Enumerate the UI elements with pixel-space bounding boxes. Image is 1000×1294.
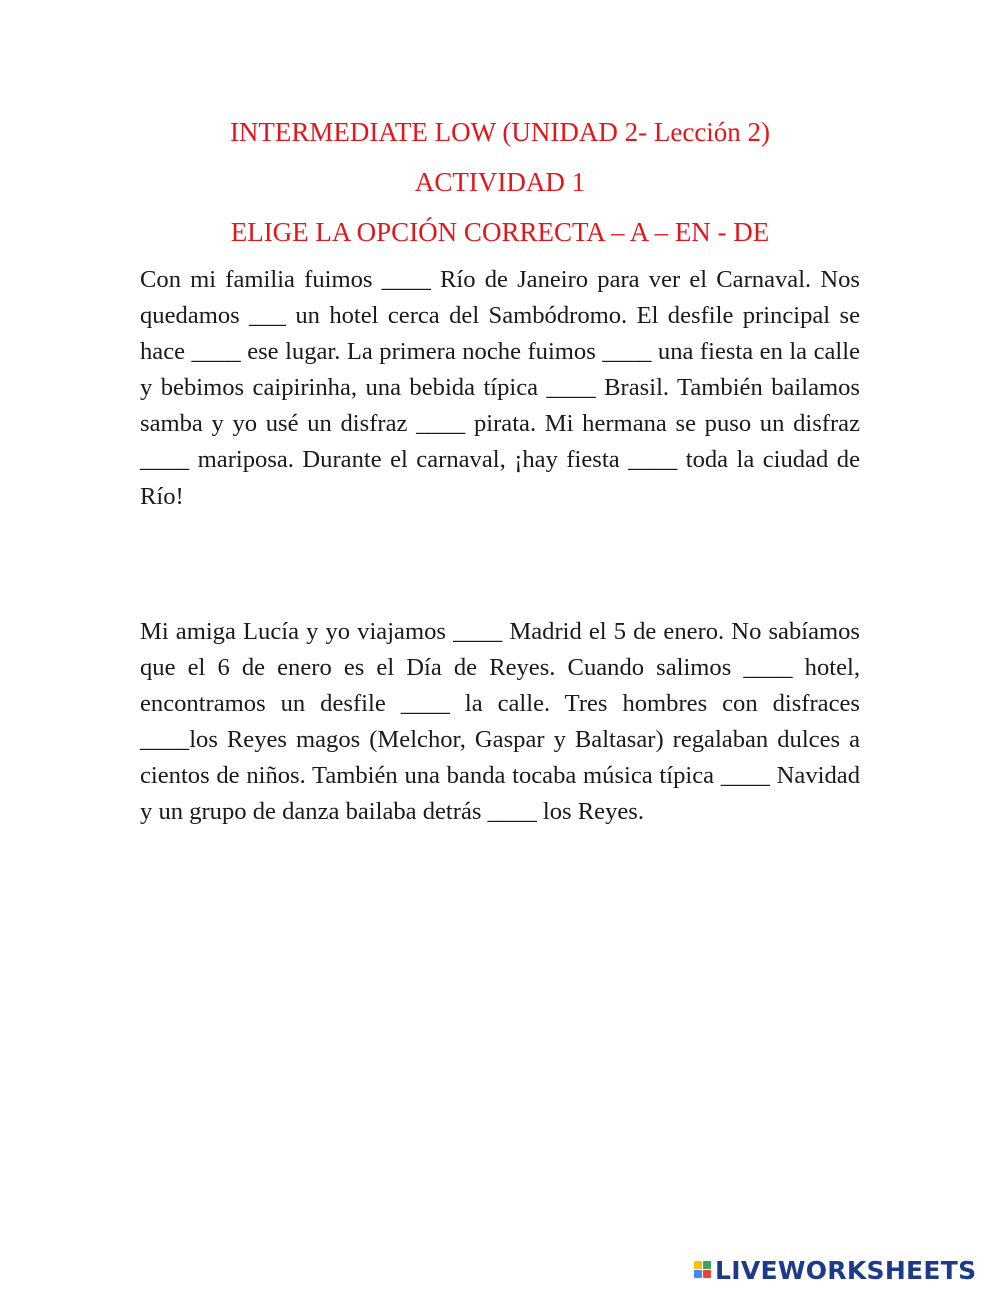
liveworksheets-logo[interactable] [694,1257,976,1283]
instruction-heading: ELIGE LA OPCIÓN CORRECTA – A – EN - DE [230,217,770,247]
paragraph-dia-de-reyes: Mi amiga Lucía y yo viajamos ____ Madrid el 5 de enero. No sabíamos que el 6 de enero es el Día de Reyes. Cuando salimos ____ hotel, encontramos un desfile ____ la calle. Tres hombres con disfraces ____los Reyes magos (Melchor, Gaspar y Baltasar) regalaban dulces a cientos de niños. También una banda tocaba música típica ____ Navidad y un grupo de danza bailaba detrás ____ los Reyes. [140,618,860,826]
paragraph-carnaval: Con mi familia fuimos ____ Río de Janeiro para ver el Carnaval. Nos quedamos ___ un hotel cerca del Sambódromo. El desfile principal se hace ____ ese lugar. La primera noche fuimos ____ una fiesta en la calle y bebimos caipirinha, una bebida típica ____ Brasil. También bailamos samba y yo usé un disfraz ____ pirata. Mi hermana se puso un disfraz ____ mariposa. Durante el carnaval, ¡hay fiesta ____ toda la ciudad de Río! [140,266,860,510]
liveworksheets-logo-icon [694,1259,712,1281]
activity-heading: ACTIVIDAD 1 [414,167,586,197]
worksheet-title: INTERMEDIATE LOW (UNIDAD 2- Lección 2) [229,117,771,147]
logo-text: LIVEWORKSHEETS [715,1255,977,1285]
